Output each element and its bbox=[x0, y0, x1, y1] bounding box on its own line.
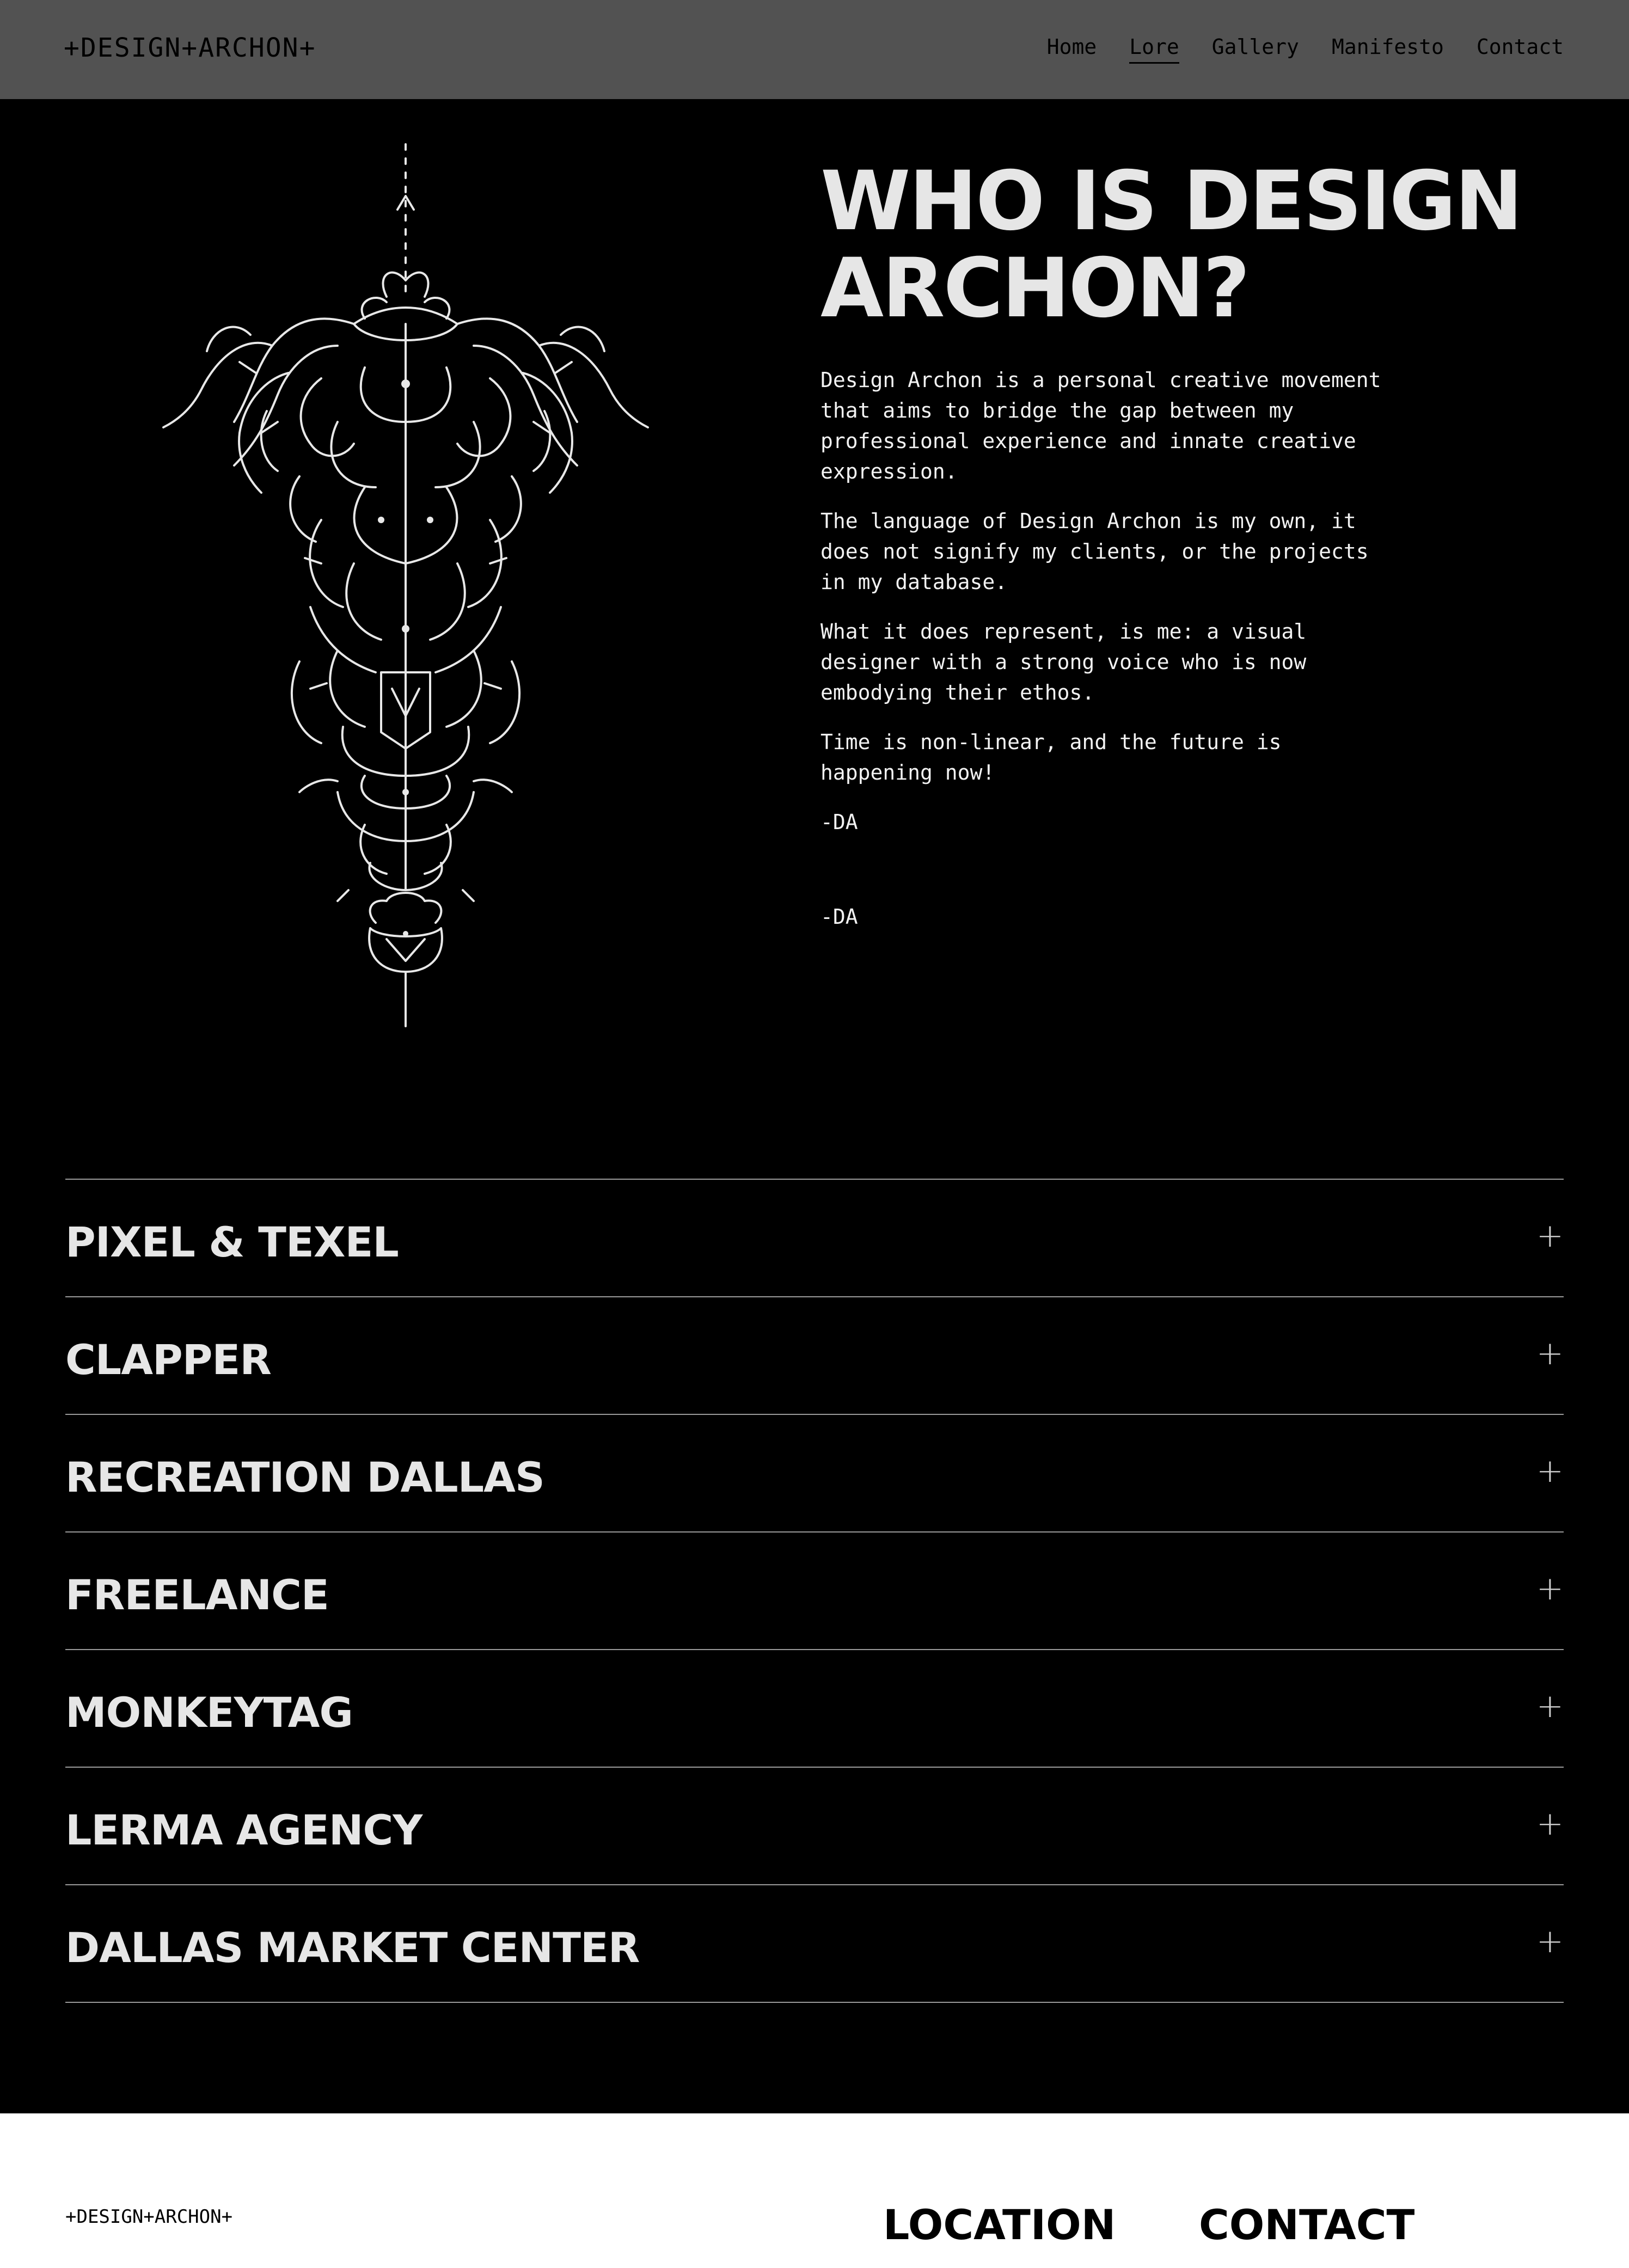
accordion-title: MONKEYTAG bbox=[65, 1688, 353, 1737]
accordion-title: PIXEL & TEXEL bbox=[65, 1218, 399, 1266]
footer-contact-heading: CONTACT bbox=[1199, 2200, 1415, 2249]
expand-plus-icon[interactable]: + bbox=[1536, 1687, 1564, 1725]
title-line-1: WHO IS DESIGN bbox=[820, 154, 1522, 249]
bio-paragraph: Time is non-linear, and the future is happening now! bbox=[820, 730, 1282, 784]
accordion-title: FREELANCE bbox=[65, 1571, 329, 1619]
accordion-item-dallas-market-center[interactable] bbox=[65, 1884, 1564, 2003]
nav-gallery[interactable]: Gallery bbox=[1211, 35, 1299, 59]
accordion-title: CLAPPER bbox=[65, 1335, 271, 1384]
main-nav bbox=[1047, 35, 1564, 64]
accordion-title: DALLAS MARKET CENTER bbox=[65, 1923, 640, 1972]
title-line-2: ARCHON? bbox=[820, 241, 1249, 336]
footer-logo[interactable]: +DESIGN+ARCHON+ bbox=[65, 2206, 233, 2228]
nav-home[interactable]: Home bbox=[1046, 35, 1097, 59]
expand-plus-icon[interactable]: + bbox=[1536, 1805, 1564, 1843]
site-footer bbox=[0, 2113, 1629, 2268]
accordion-item-pixel-texel[interactable] bbox=[65, 1179, 1564, 1296]
bio-text bbox=[820, 365, 1381, 856]
experience-accordion bbox=[65, 1179, 1564, 2003]
bio-paragraph: What it does represent, is me: a visual designer with a strong voice who is now embodying their ethos. bbox=[820, 620, 1307, 704]
nav-contact[interactable]: Contact bbox=[1476, 35, 1564, 59]
accordion-item-lerma-agency[interactable] bbox=[65, 1767, 1564, 1884]
accordion-item-monkeytag[interactable] bbox=[65, 1649, 1564, 1767]
accordion-title: RECREATION DALLAS bbox=[65, 1453, 544, 1501]
bio-signature-repeat: -DA bbox=[820, 905, 858, 929]
accordion-item-clapper[interactable] bbox=[65, 1296, 1564, 1414]
site-header bbox=[0, 0, 1629, 99]
bio-paragraph: The language of Design Archon is my own, it does not signify my clients, or the projects in my database. bbox=[820, 509, 1369, 594]
footer-location-heading: LOCATION bbox=[883, 2200, 1116, 2249]
nav-lore[interactable]: Lore bbox=[1129, 35, 1179, 64]
bio-paragraph: Design Archon is a personal creative movement that aims to bridge the gap between my professional experience and innate creative expression. bbox=[820, 368, 1381, 483]
expand-plus-icon[interactable]: + bbox=[1536, 1452, 1564, 1490]
accordion-item-recreation-dallas[interactable] bbox=[65, 1414, 1564, 1531]
site-logo[interactable]: +DESIGN+ARCHON+ bbox=[64, 33, 316, 63]
expand-plus-icon[interactable]: + bbox=[1536, 1217, 1564, 1255]
ornamental-sigil-artwork bbox=[158, 139, 653, 1032]
accordion-item-freelance[interactable] bbox=[65, 1531, 1564, 1649]
expand-plus-icon[interactable]: + bbox=[1536, 1570, 1564, 1608]
accordion-title: LERMA AGENCY bbox=[65, 1806, 422, 1854]
expand-plus-icon[interactable]: + bbox=[1536, 1334, 1564, 1372]
bio-signature: -DA bbox=[820, 810, 858, 834]
expand-plus-icon[interactable]: + bbox=[1536, 1922, 1564, 1960]
page-title bbox=[820, 154, 1583, 336]
nav-manifesto[interactable]: Manifesto bbox=[1331, 35, 1444, 59]
